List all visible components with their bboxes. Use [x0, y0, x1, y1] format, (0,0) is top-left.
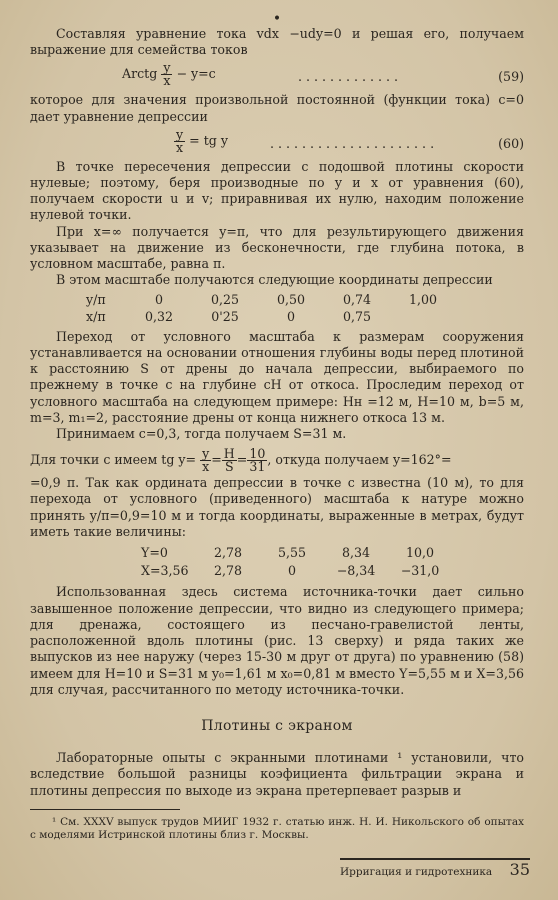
eq59-den: x — [163, 73, 171, 89]
results-cell: 2,78 — [213, 563, 243, 579]
coords-row-x — [86, 309, 456, 325]
p8-tg: tg y= — [161, 452, 197, 468]
eq59-rhs: − y=c — [176, 66, 216, 82]
p8-f1-num: y — [202, 446, 210, 462]
paragraph-10: Использованная здесь система источника-точки дает сильно завышенное положение депрессии, что видно из следующего примера; для дренажа, состоящего из песчано-гравелистой ленты, расположенной вдоль плотины (рис. 13 сверху) и ряда таких же выпусков из нее наружу (через 15-30 м друг от друга) по уравнению (58) имеем для H=10 и S=31 м y₀=1,61 м x₀=0,81 м вместо Y=5,55 м и X=3,56 для случая, рассчитанного по методу источника-точки. — [30, 584, 524, 697]
p8-fraction-3 — [247, 448, 267, 473]
p8-fraction-1 — [200, 448, 211, 473]
results-cell: 0 — [287, 563, 296, 579]
eq60-den: x — [176, 139, 184, 155]
coords-cell: 0,74 — [342, 292, 372, 308]
p8-f3-num: 10 — [249, 446, 266, 462]
eq60-rhs: = tg y — [189, 132, 228, 148]
eq59-number: (59) — [498, 69, 524, 85]
equation-60 — [30, 126, 524, 157]
results-metres-table — [140, 544, 452, 580]
p8-f2-num: H — [223, 446, 235, 462]
coords-cell: 0,25 — [210, 292, 240, 308]
equation-59 — [30, 62, 524, 90]
results-cell: 8,34 — [341, 545, 371, 561]
coords-cell: 0 — [154, 292, 163, 308]
p8-f1-den: x — [202, 459, 210, 475]
paragraph-2: которое для значения произвольной постоянной (функции тока) c=0 дает уравнение депрессии — [30, 92, 524, 124]
coords-cell: 1,00 — [408, 292, 438, 308]
coords-cell: 0,50 — [276, 292, 306, 308]
top-dot-mark: • — [272, 11, 282, 27]
results-x-label: X=3,56 — [141, 563, 189, 579]
eq59-leader: ............. — [298, 69, 403, 85]
depression-coordinates-table — [86, 292, 456, 324]
coords-y-label: y/π — [86, 292, 106, 308]
paragraph-5: В этом масштабе получаются следующие координаты депрессии — [56, 272, 493, 288]
results-cell: −31,0 — [400, 563, 440, 579]
page-number: 35 — [509, 860, 530, 879]
eq60-leader: ..................... — [270, 135, 439, 151]
coords-cell: 0,75 — [342, 308, 372, 324]
footnote: ¹ См. XXXV выпуск трудов МИИГ 1932 г. статью инж. Н. И. Никольского об опытах с моделями Истринской плотины близ г. Москвы. — [30, 815, 524, 841]
running-footer — [340, 858, 530, 880]
results-y-label: Y=0 — [141, 545, 168, 561]
p8-fraction-2 — [222, 448, 237, 473]
results-cell: 5,55 — [277, 545, 307, 561]
coords-cell: 0'25 — [211, 308, 239, 324]
paragraph-4: При x=∞ получается y=π, что для результирующего движения указывает на движение из бесконечности, где глубина потока, в условном масштабе, равна π. — [30, 223, 524, 272]
coords-cell: 0,32 — [144, 308, 174, 324]
eq60-number: (60) — [498, 135, 524, 151]
paragraph-9: =0,9 π. Так как ордината депрессии в точке c известна (10 м), то для перехода от условного (приведенного) масштаба к натуре можно принять y/π=0,9=10 м и тогда координаты, выраженные в метрах, будут иметь такие величины: — [30, 475, 524, 539]
p8-f2-den: S — [224, 459, 234, 475]
results-cell: 2,78 — [213, 545, 243, 561]
eq60-fraction — [174, 126, 185, 155]
eq59-fraction — [161, 62, 172, 87]
point-c-equation-line: Для точки c имеем tg y= $\frac{y}{x}$ = $\frac{H}{S}$ = $\frac{10}{31}$ , откуда получаем y=162°= — [30, 446, 452, 475]
paragraph-1: Составляя уравнение тока vdx −udy=0 и решая его, получаем выражение для семейства токов — [30, 26, 524, 58]
results-row-x — [140, 562, 452, 580]
coords-row-y — [86, 292, 456, 308]
running-footer-title: Ирригация и гидротехника — [340, 866, 493, 878]
p8-f3-den: 31 — [249, 459, 266, 475]
paragraph-6: Переход от условного масштаба к размерам сооружения устанавливается на основании отношения глубины воды перед плотиной к расстоянию S от дрены до начала депрессии, выбираемого по прежнему в точке c на глубине cH от откоса. Проследим переход от условного масштаба на следующем примере: Hн =12 м, H=10 м, b=5 м, m=3, m₁=2, расстояние дрены от конца нижнего откоса 13 м. — [30, 328, 524, 425]
paragraph-3: В точке пересечения депрессии с подошвой плотины скорости нулевые; поэтому, беря производные по y и x от уравнения (60), получаем скорости u и v; приравнивая их нулю, находим положение нулевой точки. — [30, 158, 524, 223]
paragraph-7: Принимаем c=0,3, тогда получаем S=31 м. — [56, 426, 347, 442]
section-heading: Плотины с экраном — [201, 717, 353, 734]
results-cell: 10,0 — [405, 545, 435, 561]
p8-tail: , откуда получаем y=162°= — [267, 452, 452, 468]
results-cell: −8,34 — [336, 563, 376, 579]
eq59-num: y — [163, 60, 171, 76]
paragraph-11: Лабораторные опыты с экранными плотинами ¹ установили, что вследствие большой разницы коэфициента фильтрации экрана и плотины депрессия по выходе из экрана претерпевает разрыв и — [30, 750, 524, 798]
coords-cell: 0 — [286, 308, 295, 324]
footnote-rule — [30, 809, 180, 810]
eq60-num: y — [176, 126, 184, 142]
coords-cell — [390, 309, 456, 325]
coords-x-label: x/π — [86, 308, 106, 324]
results-row-y — [140, 544, 452, 562]
p8-lead: Для точки c имеем — [30, 452, 158, 468]
eq59-function: Arctg — [122, 66, 158, 82]
